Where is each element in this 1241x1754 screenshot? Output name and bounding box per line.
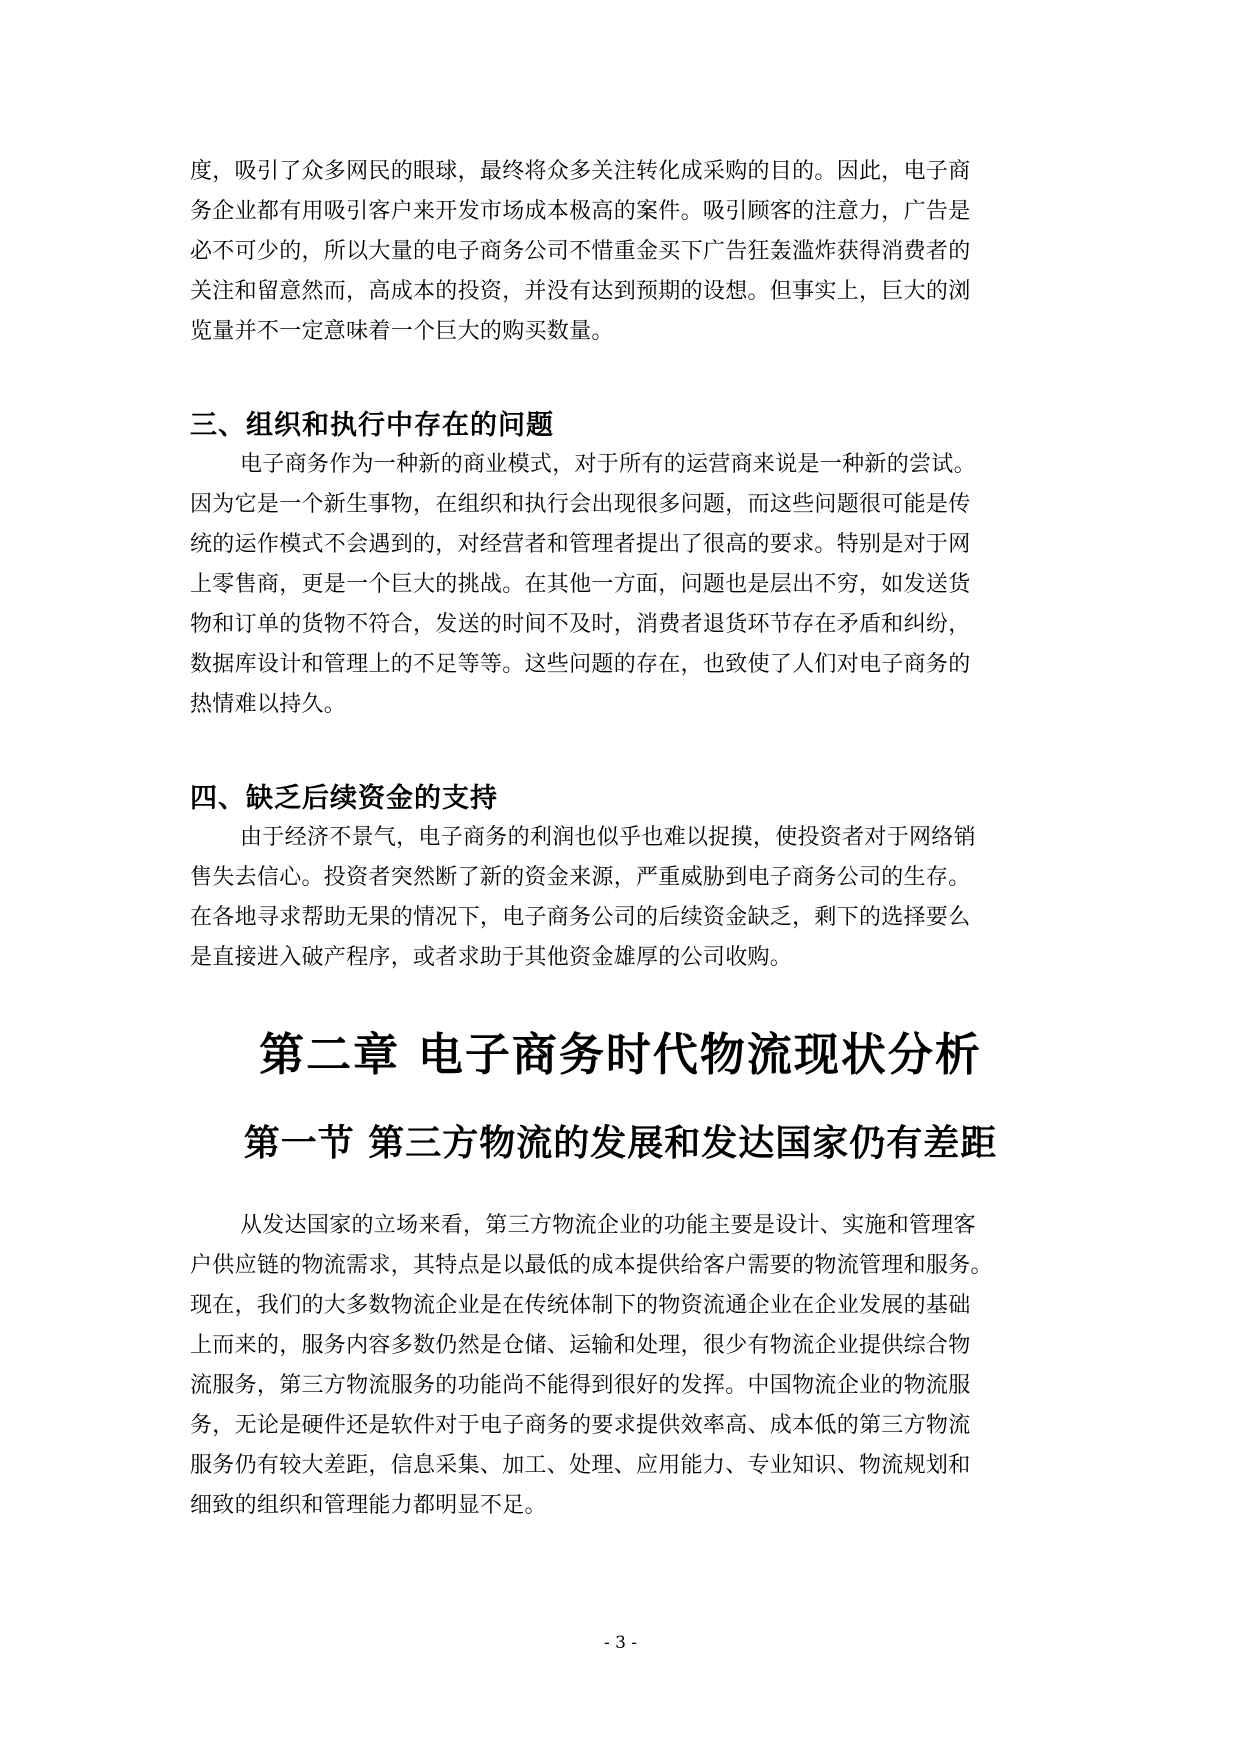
text-line: 务企业都有用吸引客户来开发市场成本极高的案件。吸引顾客的注意力，广告是 <box>190 199 971 224</box>
text-line: 服务仍有较大差距，信息采集、加工、处理、应用能力、专业知识、物流规划和 <box>190 1453 971 1478</box>
text-line: 度，吸引了众多网民的眼球，最终将众多关注转化成采购的目的。因此，电子商 <box>190 159 971 184</box>
text-line: 户供应链的物流需求，其特点是以最低的成本提供给客户需要的物流管理和服务。 <box>190 1253 993 1278</box>
section-heading-4: 四、缺乏后续资金的支持 <box>190 783 498 814</box>
chapter-title: 第二章 电子商务时代物流现状分析 <box>259 1028 982 1081</box>
text-line: 现在，我们的大多数物流企业是在传统体制下的物资流通企业在企业发展的基础 <box>190 1293 971 1318</box>
text-line: 览量并不一定意味着一个巨大的购买数量。 <box>190 319 614 344</box>
text-line: 热情难以持久。 <box>190 692 347 717</box>
text-line: 关注和留意然而，高成本的投资，并没有达到预期的设想。但事实上，巨大的浏 <box>190 279 971 304</box>
intro-paragraph <box>190 152 1052 352</box>
text-line: 物和订单的货物不符合，发送的时间不及时，消费者退货环节存在矛盾和纠纷， <box>190 612 971 637</box>
section-title: 第一节 第三方物流的发展和发达国家仍有差距 <box>243 1123 998 1164</box>
text-line: 电子商务作为一种新的商业模式，对于所有的运营商来说是一种新的尝试。 <box>240 452 976 477</box>
text-line: 上零售商，更是一个巨大的挑战。在其他一方面，问题也是层出不穷，如发送货 <box>190 572 971 597</box>
text-line: 是直接进入破产程序，或者求助于其他资金雄厚的公司收购。 <box>190 945 793 970</box>
text-line: 售失去信心。投资者突然断了新的资金来源，严重威胁到电子商务公司的生存。 <box>190 865 971 890</box>
text-line: 由于经济不景气，电子商务的利润也似乎也难以捉摸，使投资者对于网络销 <box>240 825 976 850</box>
section-3-paragraph <box>190 445 1052 725</box>
text-line: 上而来的，服务内容多数仍然是仓储、运输和处理，很少有物流企业提供综合物 <box>190 1333 971 1358</box>
text-line: 必不可少的，所以大量的电子商务公司不惜重金买下广告狂轰滥炸获得消费者的 <box>190 239 971 264</box>
text-line: 细致的组织和管理能力都明显不足。 <box>190 1493 547 1518</box>
page-number: - 3 - <box>603 1633 638 1653</box>
section-heading-3: 三、组织和执行中存在的问题 <box>190 410 554 441</box>
text-line: 流服务，第三方物流服务的功能尚不能得到很好的发挥。中国物流企业的物流服 <box>190 1373 971 1398</box>
section-1-paragraph <box>190 1206 1052 1526</box>
section-4-paragraph <box>190 818 1052 978</box>
text-line: 在各地寻求帮助无果的情况下，电子商务公司的后续资金缺乏，剩下的选择要么 <box>190 905 971 930</box>
text-line: 因为它是一个新生事物，在组织和执行会出现很多问题，而这些问题很可能是传 <box>190 492 971 517</box>
text-line: 数据库设计和管理上的不足等等。这些问题的存在，也致使了人们对电子商务的 <box>190 652 971 677</box>
text-line: 务，无论是硬件还是软件对于电子商务的要求提供效率高、成本低的第三方物流 <box>190 1413 971 1438</box>
text-line: 统的运作模式不会遇到的，对经营者和管理者提出了很高的要求。特别是对于网 <box>190 532 971 557</box>
text-line: 从发达国家的立场来看，第三方物流企业的功能主要是设计、实施和管理客 <box>240 1213 976 1238</box>
